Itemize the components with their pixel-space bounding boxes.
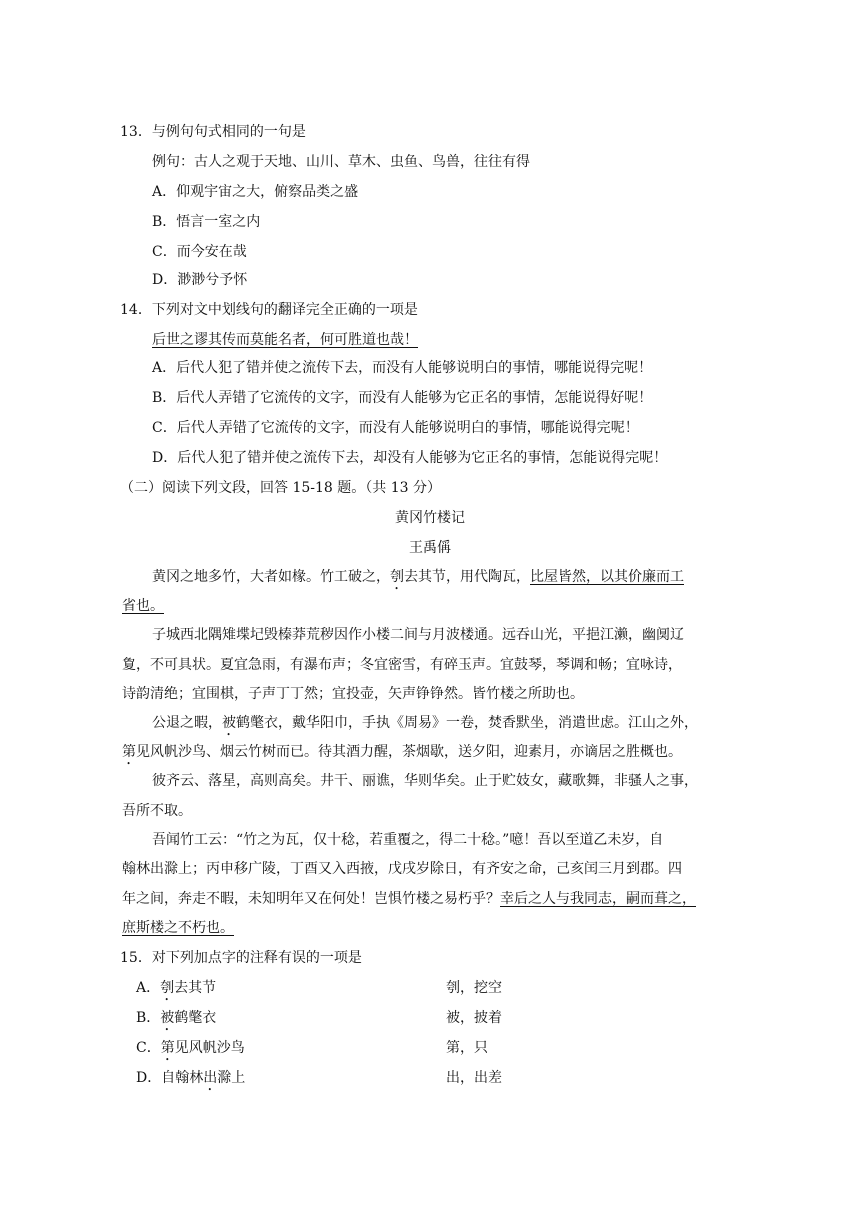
q15-c-gloss: 第，只 xyxy=(446,1040,488,1056)
passage-author: 王禹偁 xyxy=(409,540,451,556)
q15-b-gloss: 被，披着 xyxy=(446,1010,502,1026)
p1-text-a: 黄冈之地多竹，大者如椽。竹工破之， xyxy=(152,569,390,585)
q15-d-pre: 自翰林 xyxy=(161,1070,204,1086)
passage-p4-line1: 彼齐云、落星，高则高矣。井干、丽谯，华则华矣。止于贮妓女，藏歌舞，非骚人之事， xyxy=(152,773,698,789)
passage-p4-line2: 吾所不取。 xyxy=(122,803,192,819)
q15-d-letter: D． xyxy=(136,1070,162,1086)
q15-option-b xyxy=(136,1008,736,1034)
passage-p2-line2: 夐，不可具状。夏宜急雨，有瀑布声；冬宜密雪，有碎玉声。宜鼓琴，琴调和畅；宜咏诗， xyxy=(122,657,682,673)
p5-text-a: 年之间，奔走不暇，未知明年又在何处！岂惧竹楼之易朽乎？ xyxy=(122,891,500,907)
passage-p1-line1 xyxy=(152,567,684,593)
p3-text-c: 见风帆沙鸟、烟云竹树而已。待其酒力醒，茶烟歇，送夕阳，迎素月，亦谪居之胜概也。 xyxy=(136,744,682,760)
q15-d-post: 滁上 xyxy=(217,1070,246,1086)
q14-option-c: C．后代人弄错了它流传的文字，而没有人能够说明白的事情，哪能说得完呢！ xyxy=(152,420,639,436)
p1-text-b: 去其节，用代陶瓦， xyxy=(404,569,530,585)
q15-a-gloss: 刳，挖空 xyxy=(446,980,502,996)
q13-option-c: C．而今安在哉 xyxy=(152,244,247,260)
p1-underlined: 比屋皆然，以其价廉而工 xyxy=(530,569,684,585)
section-heading: （二）阅读下列文段，回答 15-18 题。（共 13 分） xyxy=(120,480,441,496)
q14-option-d: D．后代人犯了错并使之流传下去，却没有人能够为它正名的事情，怎能说得完呢！ xyxy=(152,450,668,466)
passage-p2-line1: 子城西北隅雉堞圮毁榛莽荒秽因作小楼二间与月波楼通。远吞山光，平挹江濑，幽阒辽 xyxy=(152,627,684,643)
q15-option-c xyxy=(136,1038,736,1064)
passage-p2-line3: 诗韵清绝；宜围棋，子声丁丁然；宜投壶，矢声铮铮然。皆竹楼之所助也。 xyxy=(122,686,584,702)
p1-dotted-char: 刳 xyxy=(390,569,404,585)
p5-underlined-1: 幸后之人与我同志，嗣而葺之， xyxy=(500,891,696,907)
q15-a-letter: A． xyxy=(136,980,161,996)
q15-c-dotted: 第 xyxy=(160,1040,175,1056)
p3-text-a: 公退之暇， xyxy=(152,715,222,731)
q15-a-post: 去其节 xyxy=(174,980,217,996)
q13-option-a: A．仰观宇宙之大，俯察品类之盛 xyxy=(152,184,359,200)
q13-stem: 13．与例句句式相同的一句是 xyxy=(120,124,306,140)
q15-b-post: 鹤氅衣 xyxy=(174,1010,217,1026)
q15-option-a xyxy=(136,978,736,1004)
q15-c-letter: C． xyxy=(136,1040,161,1056)
q14-option-a: A．后代人犯了错并使之流传下去，而没有人能够说明白的事情，哪能说得完呢！ xyxy=(152,360,653,376)
passage-p5-line4: 庶斯楼之不朽也。 xyxy=(122,920,234,936)
passage-p1-line2: 省也。 xyxy=(122,598,164,614)
p3-text-b: 鹤氅衣，戴华阳巾，手执《周易》一卷，焚香默坐，消遣世虑。江山之外， xyxy=(236,715,698,731)
q14-stem: 14．下列对文中划线句的翻译完全正确的一项是 xyxy=(120,302,418,318)
p3-dotted-char-1: 被 xyxy=(222,715,236,731)
passage-p3-line2 xyxy=(122,742,682,768)
q14-option-b: B．后代人弄错了它流传的文字，而没有人能够为它正名的事情，怎能说得好呢！ xyxy=(152,390,653,406)
q15-a-dotted: 刳 xyxy=(160,980,175,996)
passage-p5-line2: 翰林出滁上；丙申移广陵，丁酉又入西掖，戊戌岁除日，有齐安之命，己亥闰三月到郡。四 xyxy=(122,861,682,877)
q14-quote: 后世之谬其传而莫能名者，何可胜道也哉！ xyxy=(152,332,418,348)
q15-b-letter: B． xyxy=(136,1010,161,1026)
q15-d-gloss: 出，出差 xyxy=(446,1070,502,1086)
passage-p3-line1 xyxy=(152,713,698,739)
passage-p5-line3 xyxy=(122,889,696,909)
q13-option-b: B．悟言一室之内 xyxy=(152,214,261,230)
q15-c-post: 见风帆沙鸟 xyxy=(174,1040,245,1056)
p3-dotted-char-2: 第 xyxy=(122,744,136,760)
passage-p5-line1: 吾闻竹工云：“竹之为瓦，仅十稔，若重覆之，得二十稔。”噫！吾以至道乙未岁，自 xyxy=(152,832,664,848)
q15-option-d xyxy=(136,1068,736,1094)
q15-b-dotted: 被 xyxy=(160,1010,175,1026)
q13-example: 例句：古人之观于天地、山川、草木、虫鱼、鸟兽，往往有得 xyxy=(152,154,530,170)
q15-stem: 15．对下列加点字的注释有误的一项是 xyxy=(120,950,362,966)
passage-title: 黄冈竹楼记 xyxy=(395,510,465,526)
q15-d-dotted: 出 xyxy=(203,1070,218,1086)
q13-option-d: D．渺渺兮予怀 xyxy=(152,272,248,288)
